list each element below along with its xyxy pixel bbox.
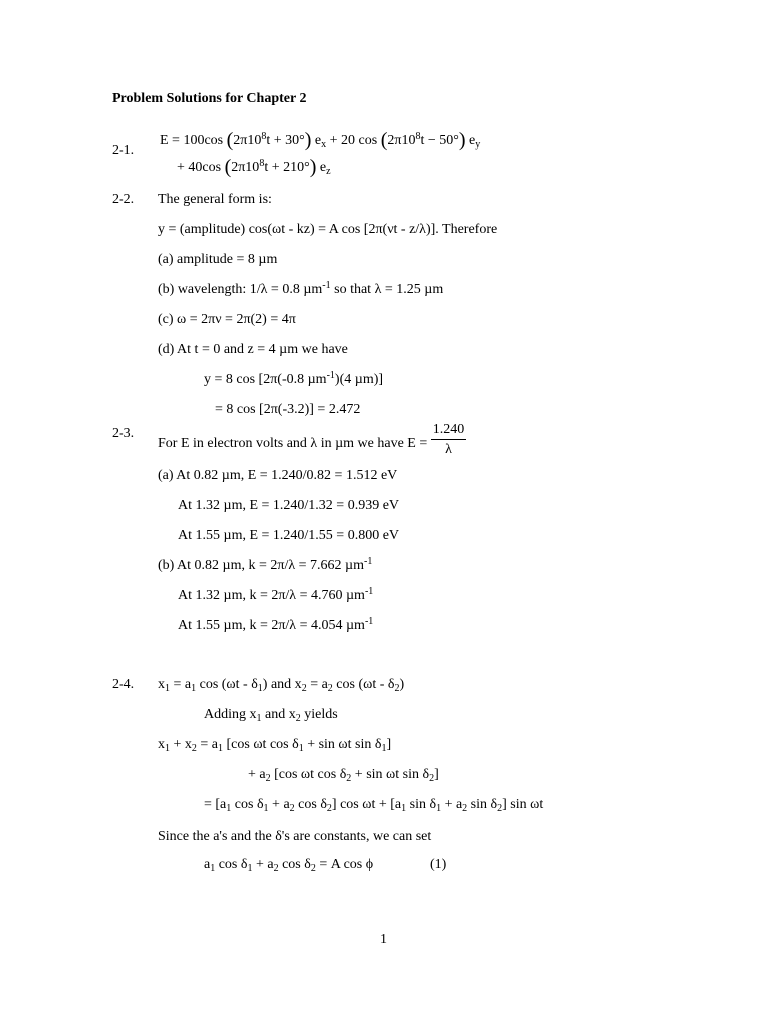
text-2-3-b3: At 1.55 µm, k = 2π/λ = 4.054 µm$^{-1}$ <box>178 616 374 633</box>
text-2-4-line2: Adding $x_1$ and $x_2$ yields <box>204 707 338 724</box>
text-2-4-line7: $a_1$ $\cos \delta_1 + a_2$ $\cos \delta_2 = A$ cos ϕ <box>204 857 374 874</box>
page-number: 1 <box>380 932 387 947</box>
fraction-1240-over-lambda: $\frac{1.240}{\lambda}$ <box>432 422 465 457</box>
equation-number-1: (1) <box>430 857 447 872</box>
problem-label-2-2: 2-2. <box>112 192 135 207</box>
problem-label-2-4: 2-4. <box>112 677 135 692</box>
text-2-2-form: y = (amplitude) cos(ωt - kz) = A cos [2π(νt - z/λ)]. Therefore <box>158 222 498 237</box>
text-2-4-line5: = [$a_1$ $\cos \delta_1 + a_2$ $\cos \delta_2$] $\cos \omega t + [a_1$ $\sin \delta_1 + a_2$ $\sin \delta_2$] sin ωt <box>204 797 544 814</box>
text-2-2-d: (d) At t = 0 and z = 4 µm we have <box>158 342 348 357</box>
text-2-2-b: (b) wavelength: 1/λ = 0.8 µm$^{-1}$ so that λ = 1.25 µm <box>158 280 444 297</box>
text-2-3-b1: (b) At 0.82 µm, k = 2π/λ = 7.662 µm$^{-1}$ <box>158 556 373 573</box>
text-2-4-line3: $x_1 + x_2 = a_1$ [cos ωt $\cos \delta_1 + \sin \omega t$ $\sin \delta_1$] <box>158 737 392 754</box>
text-2-2-c: (c) ω = 2πν = 2π(2) = 4π <box>158 312 296 327</box>
problem-label-2-1: 2-1. <box>112 143 135 158</box>
problem-label-2-3: 2-3. <box>112 426 135 441</box>
text-2-4-line1: $x_1 = a_1$ $\cos (\omega t - \delta_1)$ and $x_2 = a_2$ $\cos (\omega t - \delta_2)$ <box>158 677 405 694</box>
text-2-2-y2: = 8 cos [2π(-3.2)] = 2.472 <box>215 402 361 417</box>
text-2-3-a2: At 1.32 µm, E = 1.240/1.32 = 0.939 eV <box>178 498 400 513</box>
text-2-4-line6: Since the a's and the δ's are constants, we can set <box>158 829 432 844</box>
text-2-2-y1: y = 8 cos [2π(-0.8 µm$^{-1}$)(4 µm)] <box>204 370 384 387</box>
text-2-2-a: (a) amplitude = 8 µm <box>158 252 278 267</box>
text-2-2-intro: The general form is: <box>158 192 272 207</box>
text-2-3-b2: At 1.32 µm, k = 2π/λ = 4.760 µm$^{-1}$ <box>178 586 374 603</box>
equation-2-1-line1: E = 100cos $(2\pi 10^8t + 30^\circ) e_x + 20$ $\cos (2\pi 10^8t - 50^\circ)$ $e_y$ <box>160 129 481 151</box>
text-2-3-a3: At 1.55 µm, E = 1.240/1.55 = 0.800 eV <box>178 528 400 543</box>
text-2-3-intro: For E in electron volts and λ in µm we have E = $\frac{1.240}{\lambda}$ <box>158 422 465 457</box>
page-title: Problem Solutions for Chapter 2 <box>112 91 307 106</box>
equation-2-1-line2: + 40cos $(2\pi 10^8t + 210^\circ)$ $e_z$ <box>177 156 331 178</box>
text-2-3-a1: (a) At 0.82 µm, E = 1.240/0.82 = 1.512 eV <box>158 468 398 483</box>
text-2-4-line4: + $a_2$ [cos ωt $\cos \delta_2 + \sin \omega t$ $\sin \delta_2$] <box>248 767 439 784</box>
